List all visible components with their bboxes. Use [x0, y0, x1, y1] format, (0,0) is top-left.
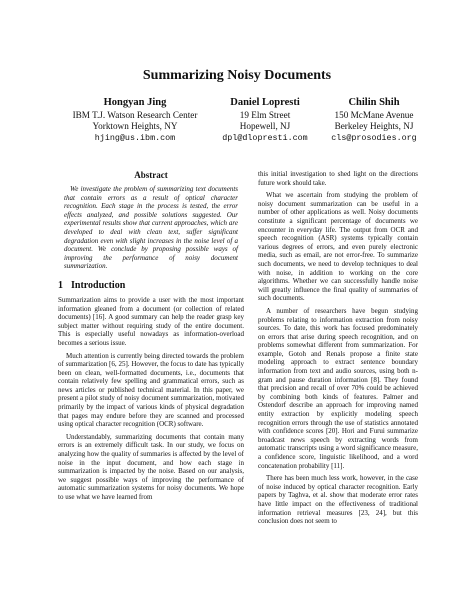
- author-location: Yorktown Heights, NY: [92, 121, 178, 131]
- author-2: [220, 97, 310, 144]
- author-affiliation: 150 McMane Avenue: [334, 109, 414, 120]
- intro-paragraph-2: Much attention is currently being directed towards the problem of summarization [6, 25]. However, the focus to date has typically been on clean, well-formatted documents, i.e., documents that contain relatively few spelling and grammatical errors, such as news articles or published technical material. In this paper, we present a pilot study of noisy document summarization, motivated primarily by the impact of various kinds of physical degradation that pages may endure before they are scanned and processed using optical character recognition (OCR) software.: [58, 351, 244, 429]
- author-email: cls@prosodies.org: [331, 132, 417, 143]
- right-paragraph-4: There has been much less work, however, in the case of noise induced by optical character recognition. Early papers by Taghva, et al. show that moderate error rates have little impact on the effectiveness of traditional information retrieval measures [23, 24], but this conclusion does not seem to: [258, 474, 418, 526]
- author-3: [318, 97, 430, 144]
- right-paragraph-1: this initial investigation to shed light on the directions future work should take.: [258, 170, 418, 187]
- section-number: 1: [58, 279, 63, 291]
- right-column: [258, 170, 418, 530]
- right-paragraph-3: A number of researchers have begun studying problems relating to information extraction from noisy sources. To date, this work has focused predominately on errors that arise during speech recognition, and on problems somewhat different from summarization. For example, Gotoh and Renals propose a finite state modeling approach to extract sentence boundary information from text and audio sources, using both n-gram and pause duration information [8]. They found that precision and recall of over 70% could be achieved by combining both kinds of features. Palmer and Ostendorf describe an approach for improving named entity extraction by explicitly modeling speech recognition errors through the use of statistics annotated with confidence scores [20]. Hori and Furui summarize broadcast news speech by extracting words from automatic transcripts using a word significance measure, a confidence score, linguistic likelihood, and a word concatenation probability [11].: [258, 306, 418, 470]
- author-name: Daniel Lopresti: [230, 97, 300, 108]
- section-heading-introduction: [58, 280, 244, 291]
- section-title: Introduction: [71, 279, 126, 291]
- author-1: [60, 97, 210, 144]
- author-name: Hongyan Jing: [103, 97, 167, 108]
- author-email: dpl@dlopresti.com: [222, 132, 308, 143]
- author-affiliation: IBM T.J. Watson Research Center: [72, 109, 198, 120]
- intro-paragraph-1: Summarization aims to provide a user with the most important information gleaned from a document (or collection of related documents) [16]. A good summary can help the reader grasp key subject matter without requiring study of the entire document. This is especially useful nowadays as information-overload becomes a serious issue.: [58, 295, 244, 347]
- abstract-text: We investigate the problem of summarizing text documents that contain errors as a result of optical character recognition. Each stage in the process is tested, the error effects analyzed, and possible solutions suggested. Our experimental results show that current approaches, which are developed to deal with clean text, suffer significant degradation even with slight increases in the noise level of a document. We conclude by proposing possible ways of improving the performance of noisy document summarization.: [64, 185, 238, 271]
- left-column: [58, 170, 244, 506]
- author-email: hjing@us.ibm.com: [94, 132, 176, 143]
- author-affiliation: 19 Elm Street: [239, 109, 291, 120]
- right-paragraph-2: What we ascertain from studying the problem of noisy document summarization can be useful in a number of other applications as well. Noisy documents constitute a significant percentage of documents we encounter in everyday life. The output from OCR and speech recognition (ASR) systems typically contain various degrees of errors, and even purely electronic media, such as email, are not error-free. To summarize such documents, we need to develop techniques to deal with noise, in addition to working on the core algorithms. Whether we can successfully handle noise will greatly influence the final quality of summaries of such documents.: [258, 191, 418, 303]
- paper-title: Summarizing Noisy Documents: [142, 68, 332, 83]
- author-block: [0, 97, 474, 147]
- abstract-heading: Abstract: [134, 170, 168, 180]
- author-location: Berkeley Heights, NJ: [334, 121, 414, 131]
- author-name: Chilin Shih: [348, 97, 400, 108]
- intro-paragraph-3: Understandably, summarizing documents that contain many errors is an extremely difficult task. In our study, we focus on analyzing how the quality of summaries is affected by the level of noise in the input document, and how each stage in summarization is impacted by the noise. Based on our analysis, we suggest possible ways of improving the performance of automatic summarization systems for noisy documents. We hope to use what we have learned from: [58, 432, 244, 501]
- author-location: Hopewell, NJ: [239, 121, 291, 131]
